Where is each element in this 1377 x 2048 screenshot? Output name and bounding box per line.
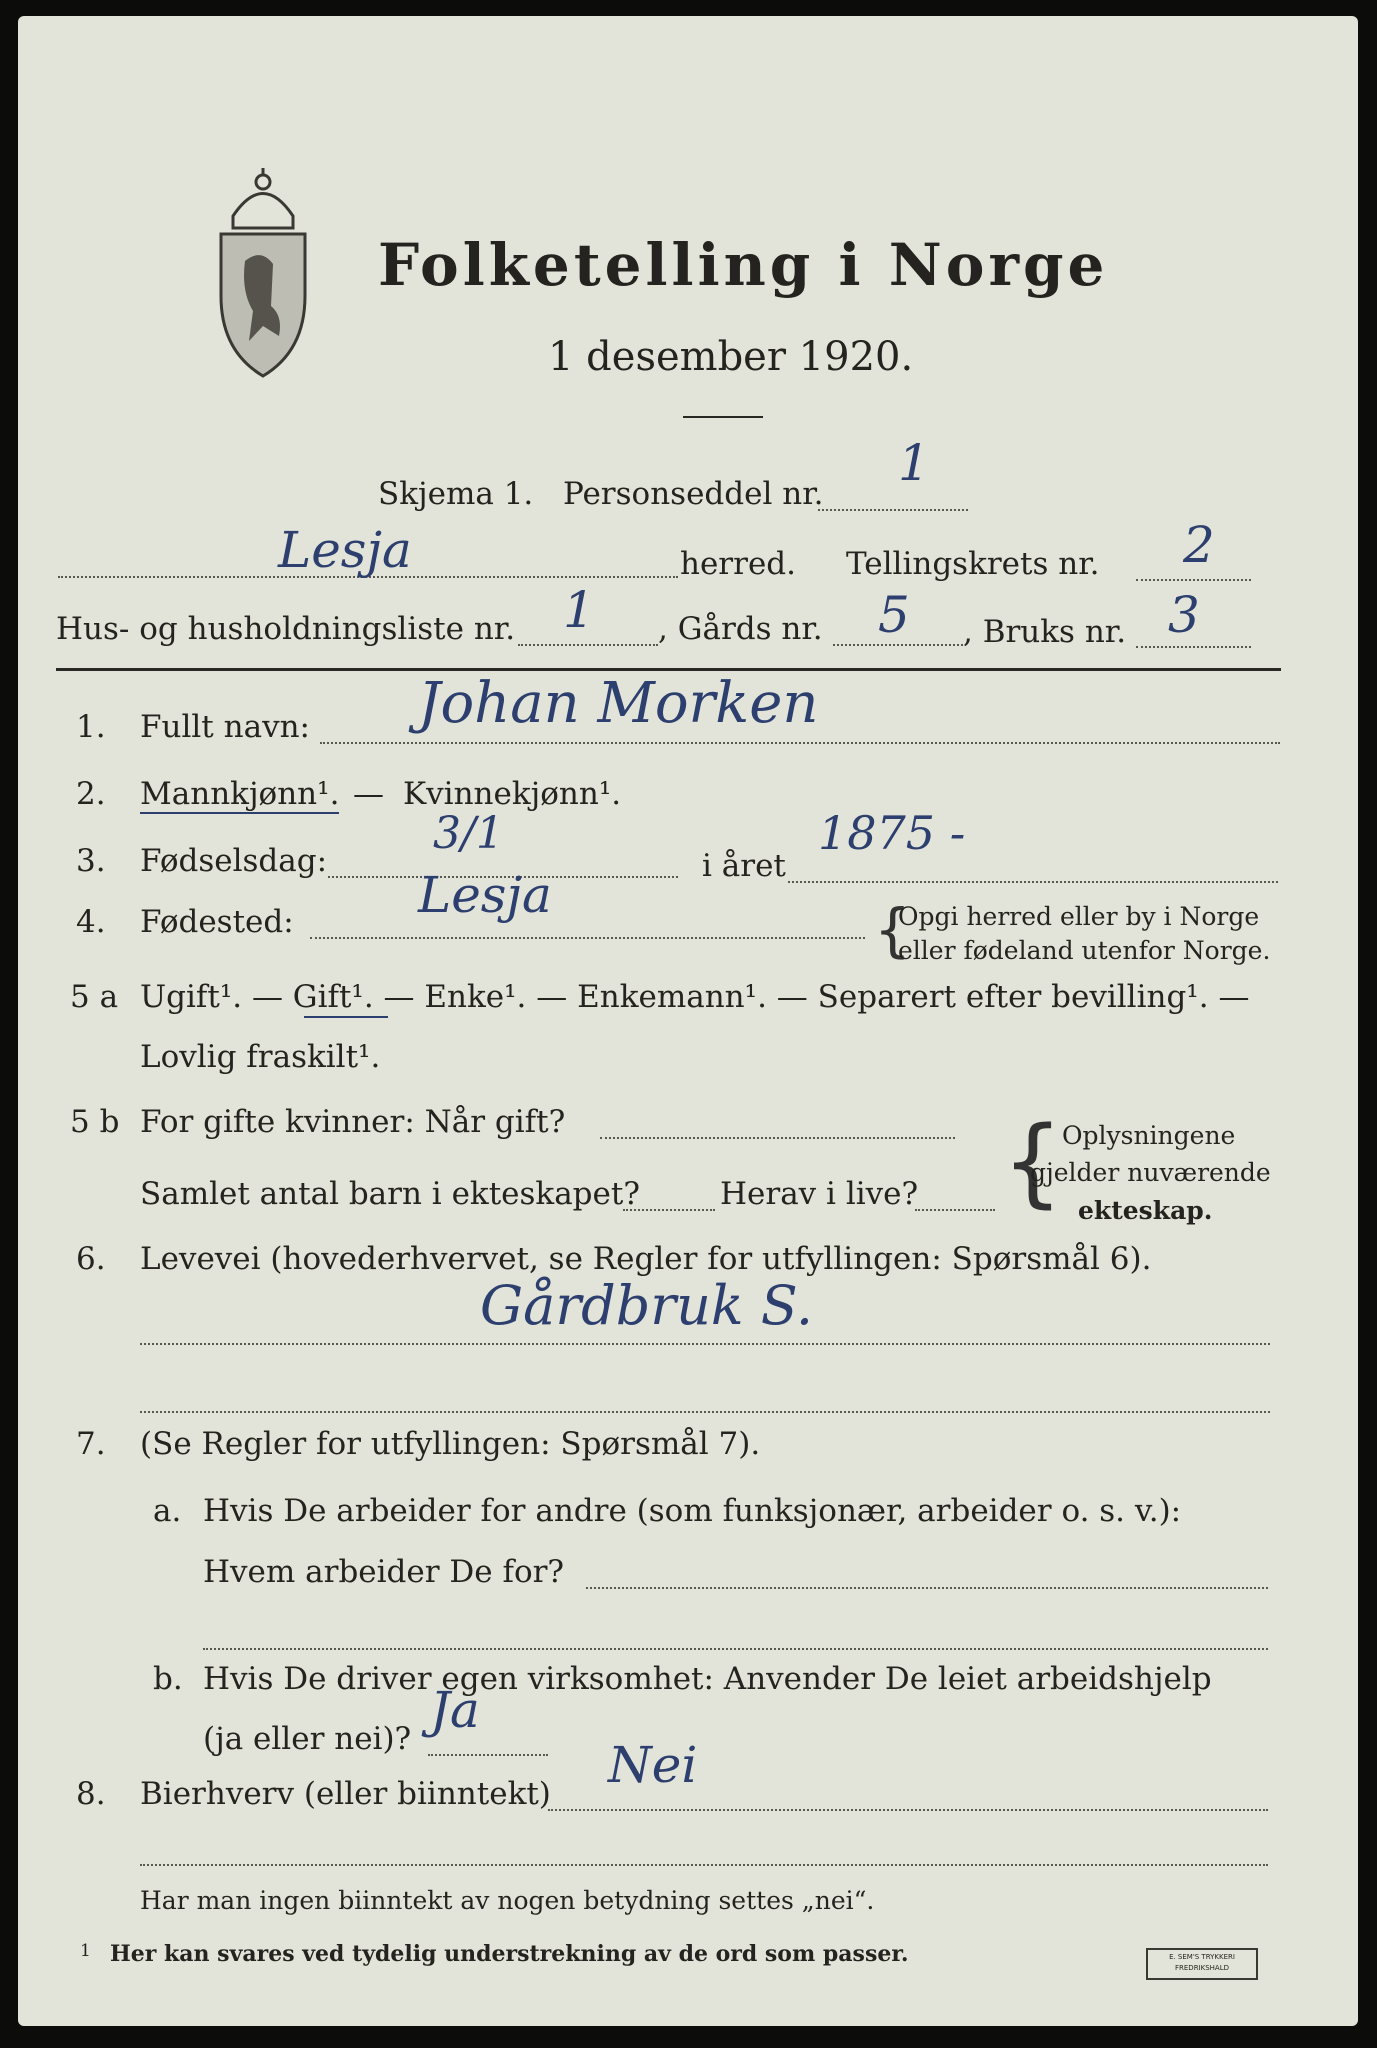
- q1-line: [320, 742, 1280, 744]
- q5b-children-line: [623, 1209, 715, 1211]
- q6-line1: [140, 1343, 1270, 1345]
- q6-label: Levevei (hovederhvervet, se Regler for utfyllingen: Spørsmål 6).: [140, 1241, 1152, 1277]
- q1-answer: Johan Morken: [418, 671, 819, 736]
- q5b-note2: gjelder nuværende: [1030, 1158, 1271, 1187]
- q5b-alive-label: Herav i live?: [720, 1176, 919, 1212]
- q1-number: 1.: [76, 709, 106, 745]
- q5a-number: 5 a: [70, 979, 119, 1015]
- personseddel-line: [818, 509, 968, 511]
- tellingskrets-value: 2: [1183, 516, 1215, 574]
- gards-value: 5: [878, 586, 910, 644]
- footnote-mark: 1: [80, 1941, 91, 1961]
- tellingskrets-label: Tellingskrets nr.: [846, 546, 1100, 582]
- q1-label: Fullt navn:: [140, 709, 310, 745]
- q4-line: [310, 937, 865, 939]
- q8-number: 8.: [76, 1776, 106, 1812]
- q2-kvinnekjonn: Kvinnekjønn¹.: [403, 776, 622, 812]
- herred-value: Lesja: [278, 521, 412, 579]
- form-title: Folketelling i Norge: [378, 231, 1109, 299]
- q3-year-value: 1875 -: [818, 806, 966, 860]
- q2-mannkjonn: Mannkjønn¹.: [140, 776, 340, 812]
- personseddel-value: 1: [898, 434, 930, 492]
- q7b-line1: Hvis De driver egen virksomhet: Anvender De leiet arbeidshjelp: [203, 1661, 1212, 1697]
- schema-label: Skjema 1.: [378, 476, 534, 512]
- q7a-letter: a.: [153, 1493, 182, 1529]
- q5a-line2: Lovlig fraskilt¹.: [140, 1039, 381, 1075]
- q4-number: 4.: [76, 904, 106, 940]
- q5b-line1: For gifte kvinner: Når gift?: [140, 1104, 566, 1140]
- q7a-line1: Hvis De arbeider for andre (som funksjonær, arbeider o. s. v.):: [203, 1493, 1182, 1529]
- q8-label: Bierhverv (eller biinntekt): [140, 1776, 551, 1812]
- q7b-answer: Ja: [430, 1681, 480, 1739]
- q5b-number: 5 b: [70, 1104, 120, 1140]
- q6-answer: Gårdbruk S.: [480, 1274, 813, 1337]
- form-date: 1 desember 1920.: [548, 334, 914, 380]
- gards-line: [833, 644, 963, 646]
- q3-number: 3.: [76, 843, 106, 879]
- q7a-extra-line: [203, 1648, 1268, 1650]
- footer-note: Har man ingen biinntekt av nogen betydning settes „nei“.: [140, 1886, 875, 1915]
- q5a-gift-underline: [304, 1016, 388, 1018]
- bruks-label: , Bruks nr.: [963, 614, 1127, 650]
- q7-number: 7.: [76, 1426, 106, 1462]
- q2-separator: —: [353, 776, 384, 812]
- personseddel-label: Personseddel nr.: [563, 476, 824, 512]
- q5b-alive-line: [915, 1209, 995, 1211]
- q4-label: Fødested:: [140, 904, 294, 940]
- q6-number: 6.: [76, 1241, 106, 1277]
- q4-note-line2: eller fødeland utenfor Norge.: [898, 936, 1271, 965]
- q2-number: 2.: [76, 776, 106, 812]
- gards-label: , Gårds nr.: [658, 611, 823, 647]
- tellingskrets-line: [1136, 579, 1251, 581]
- bruks-value: 3: [1168, 586, 1200, 644]
- printer-line1: E. SEM'S TRYKKERI: [1169, 1953, 1235, 1961]
- q3-answer: 3/1: [433, 808, 504, 859]
- herred-label: herred.: [680, 546, 796, 582]
- q4-note-line1: Opgi herred eller by i Norge: [898, 902, 1260, 931]
- q5b-note1: Oplysningene: [1062, 1121, 1236, 1150]
- q7-label: (Se Regler for utfyllingen: Spørsmål 7).: [140, 1426, 761, 1462]
- q7b-line2: (ja eller nei)?: [203, 1721, 412, 1757]
- q6-line2: [140, 1411, 1270, 1413]
- q5a-line1: Ugift¹. — Gift¹. — Enke¹. — Enkemann¹. — Separert efter bevilling¹. —: [140, 979, 1250, 1015]
- q8-line2: [140, 1864, 1268, 1866]
- q4-brace: {: [874, 896, 911, 964]
- printer-line2: FREDRIKSHALD: [1174, 1964, 1229, 1972]
- husliste-label: Hus- og husholdningsliste nr.: [56, 611, 516, 647]
- husliste-line: [518, 644, 658, 646]
- q7a-line2: Hvem arbeider De for?: [203, 1554, 565, 1590]
- census-form: [18, 16, 1358, 2026]
- q7b-letter: b.: [153, 1661, 183, 1697]
- husliste-value: 1: [563, 581, 595, 639]
- q5b-children-label: Samlet antal barn i ekteskapet?: [140, 1176, 640, 1212]
- q5b-brace: {: [1002, 1106, 1064, 1218]
- q4-answer: Lesja: [418, 866, 552, 924]
- q3-year-line: [788, 881, 1278, 883]
- bruks-line: [1136, 646, 1251, 648]
- footnote-text: Her kan svares ved tydelig understrekning av de ord som passer.: [110, 1941, 909, 1967]
- q8-answer: Nei: [608, 1736, 698, 1794]
- q7a-employer-line: [586, 1587, 1268, 1589]
- q5b-married-line: [600, 1137, 955, 1139]
- q5b-note3: ekteskap.: [1078, 1196, 1213, 1225]
- q3-label: Fødselsdag:: [140, 843, 328, 879]
- printer-stamp: [1146, 1948, 1258, 1980]
- q3-year-label: i året: [702, 848, 786, 884]
- coat-of-arms-icon: [213, 166, 313, 381]
- q7b-answer-line: [428, 1754, 548, 1756]
- title-rule: [683, 416, 763, 418]
- q8-line1: [548, 1809, 1268, 1811]
